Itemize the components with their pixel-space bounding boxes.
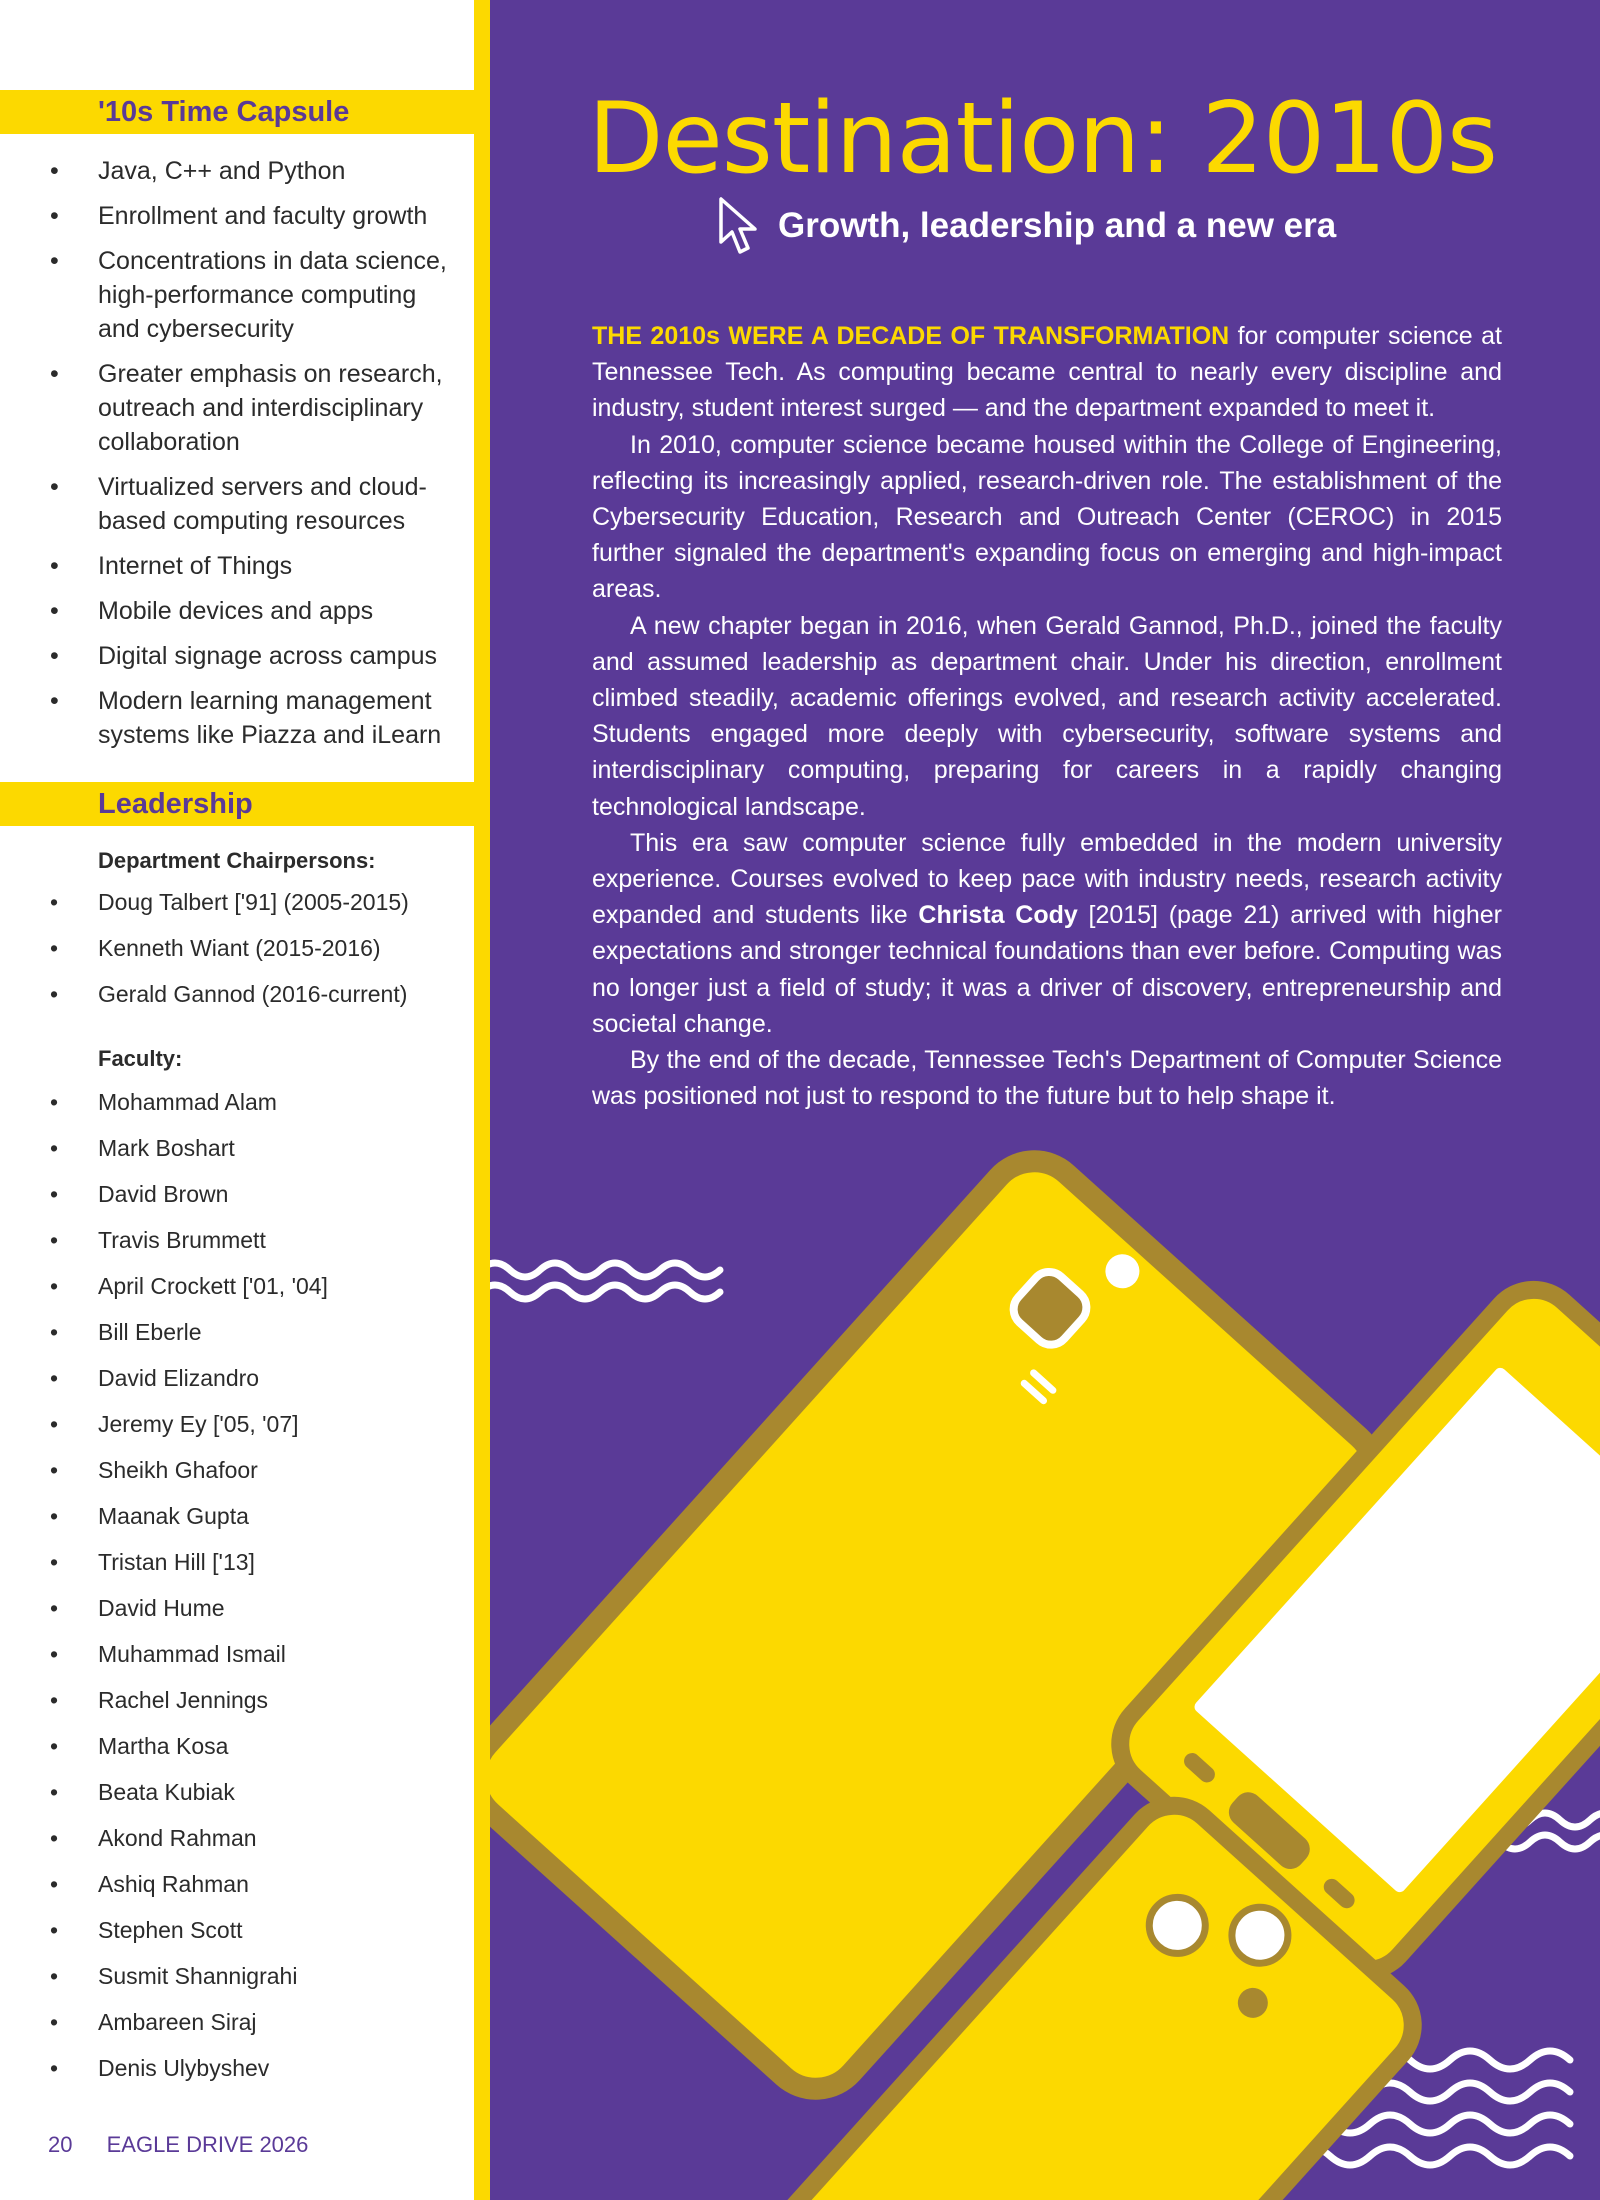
- list-item: • Tristan Hill ['13]: [50, 1546, 460, 1578]
- highlighted-name: Christa Cody: [918, 901, 1078, 930]
- list-item: • Denis Ulybyshev: [50, 2052, 460, 2084]
- list-item: • Mohammad Alam: [50, 1086, 460, 1118]
- list-item: • Internet of Things: [50, 549, 460, 583]
- paragraph: [592, 825, 1502, 1042]
- time-capsule-title: '10s Time Capsule: [98, 96, 350, 128]
- list-item: • Java, C++ and Python: [50, 154, 460, 188]
- list-item: • Ambareen Siraj: [50, 2006, 460, 2038]
- list-item: • Akond Rahman: [50, 1822, 460, 1854]
- list-item: • Concentrations in data science, high-performance computing and cybersecurity: [50, 244, 460, 346]
- list-item: • Gerald Gannod (2016-current): [50, 978, 460, 1010]
- list-item: • Doug Talbert ['91] (2005-2015): [50, 886, 460, 918]
- article-body: [592, 318, 1502, 1114]
- list-item: • David Elizandro: [50, 1362, 460, 1394]
- list-item: • Martha Kosa: [50, 1730, 460, 1762]
- list-item: • Mark Boshart: [50, 1132, 460, 1164]
- paragraph-text: for computer science at Tennessee Tech. As computing became central to nearly every discipline and industry, student interest surged — and the department expanded to meet it.: [592, 322, 1502, 423]
- paragraph: In 2010, computer science became housed within the College of Engineering, reflecting its increasingly applied, research-driven role. The establishment of the Cybersecurity Education, Research and Outreach Center (CEROC) in 2015 further signaled the department's expanding focus on emerging and high-impact areas.: [592, 430, 1502, 604]
- list-item: • Virtualized servers and cloud-based computing resources: [50, 470, 460, 538]
- list-item: • Travis Brummett: [50, 1224, 460, 1256]
- sidebar: [0, 0, 474, 2200]
- time-capsule-list: [50, 154, 460, 763]
- list-item: • Susmit Shannigrahi: [50, 1960, 460, 1992]
- leadership-header: [0, 782, 474, 826]
- list-item: • April Crockett ['01, '04]: [50, 1270, 460, 1302]
- chairpersons-label: Department Chairpersons:: [98, 848, 376, 873]
- paragraph: By the end of the decade, Tennessee Tech's Department of Computer Science was positioned not just to respond to the future but to help shape it.: [592, 1046, 1502, 1111]
- list-item: • Jeremy Ey ['05, '07]: [50, 1408, 460, 1440]
- list-item: • Greater emphasis on research, outreach and interdisciplinary collaboration: [50, 357, 460, 459]
- paragraph: A new chapter began in 2016, when Gerald Gannod, Ph.D., joined the faculty and assumed leadership as department chair. Under his direction, enrollment climbed steadily, academic offerings evolved, and research activity accelerated. Students engaged more deeply with cybersecurity, software systems and interdisciplinary computing, preparing for careers in a rapidly changing technological landscape.: [592, 611, 1502, 821]
- list-item: • Maanak Gupta: [50, 1500, 460, 1532]
- publication-name: EAGLE DRIVE 2026: [106, 2132, 309, 2157]
- list-item: • Ashiq Rahman: [50, 1868, 460, 1900]
- mouse-pointer-icon: [718, 196, 762, 258]
- list-item: • Enrollment and faculty growth: [50, 199, 460, 233]
- faculty-label: Faculty:: [98, 1046, 183, 1071]
- lead-in: THE 2010s WERE A DECADE OF TRANSFORMATION: [592, 322, 1230, 350]
- paragraph-text: This era saw computer science fully embedded in the modern university experience. Courses evolved to keep pace with industry needs, research activity expanded and students like: [592, 828, 1502, 930]
- subtitle: Growth, leadership and a new era: [778, 206, 1337, 245]
- faculty-list: [50, 1086, 460, 2098]
- list-item: • Bill Eberle: [50, 1316, 460, 1348]
- headline: Destination: 2010s: [588, 82, 1497, 196]
- list-item: • Sheikh Ghafoor: [50, 1454, 460, 1486]
- list-item: • Kenneth Wiant (2015-2016): [50, 932, 460, 964]
- article-panel: [490, 0, 1600, 2200]
- paragraph-text: [2015] (page 21) arrived with higher expectations and stronger technical foundations than ever before. Computing was no longer just a field of study; it was a driver of discovery, entrepreneurship and societal change.: [592, 901, 1503, 1038]
- yellow-divider: [474, 0, 490, 2200]
- leadership-title: Leadership: [98, 788, 253, 820]
- chairpersons-list: [50, 886, 460, 1024]
- page-footer: [48, 2132, 308, 2158]
- list-item: • Rachel Jennings: [50, 1684, 460, 1716]
- list-item: • Modern learning management systems like Piazza and iLearn: [50, 684, 460, 752]
- list-item: • Muhammad Ismail: [50, 1638, 460, 1670]
- list-item: • Mobile devices and apps: [50, 594, 460, 628]
- list-item: • Stephen Scott: [50, 1914, 460, 1946]
- smartphone-illustration: [490, 1100, 1600, 2200]
- page-number: 20: [48, 2132, 73, 2157]
- list-item: • David Hume: [50, 1592, 460, 1624]
- list-item: • Digital signage across campus: [50, 639, 460, 673]
- list-item: • Beata Kubiak: [50, 1776, 460, 1808]
- time-capsule-header: [0, 90, 474, 134]
- paragraph: [592, 318, 1502, 427]
- list-item: • David Brown: [50, 1178, 460, 1210]
